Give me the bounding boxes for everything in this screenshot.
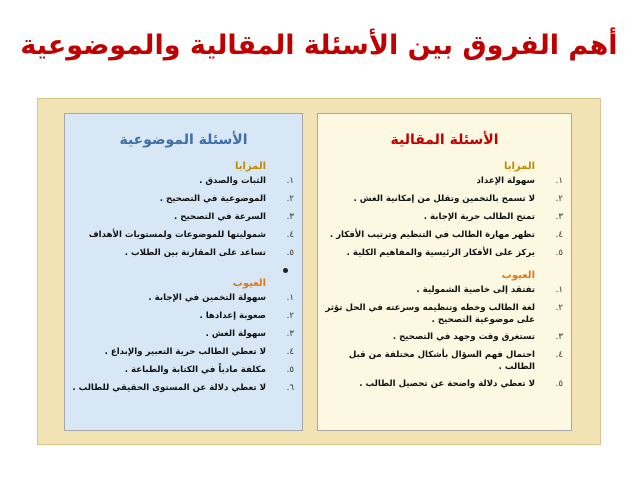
item-number: ٢. xyxy=(555,303,563,313)
objective-cons-list xyxy=(65,293,302,395)
objective-panel-title: الأسئلة الموضوعية xyxy=(119,132,248,148)
list-item xyxy=(318,176,571,188)
item-text: لا تعطي دلالة واضحة عن تحصيل الطالب . xyxy=(359,379,535,389)
objective-pros-list xyxy=(65,176,302,260)
item-text: لا تعطي الطالب حرية التعبير والإبداع . xyxy=(104,347,266,357)
list-item xyxy=(318,350,571,373)
list-item xyxy=(65,365,302,377)
essay-pros-heading: المزايا xyxy=(503,161,535,172)
objective-pros-heading: المزايا xyxy=(234,161,266,172)
item-text: سهولة الإعداد xyxy=(476,176,535,186)
item-number: ٤. xyxy=(555,350,563,360)
essay-panel-title: الأسئلة المقالية xyxy=(390,132,499,148)
list-item xyxy=(318,303,571,326)
item-text: سهولة الغش . xyxy=(205,329,266,339)
item-text: السرعة في التصحيح . xyxy=(174,212,266,222)
list-item xyxy=(65,293,302,305)
bullet-spacer xyxy=(65,266,302,276)
essay-questions-panel xyxy=(317,113,572,431)
list-item xyxy=(318,194,571,206)
item-text: تساعد على المقارنة بين الطلاب . xyxy=(124,248,266,258)
item-number: ٤. xyxy=(555,230,563,240)
item-number: ٢. xyxy=(286,311,294,321)
item-number: ٥. xyxy=(286,365,294,375)
item-text: مكلفة مادياً في الكتابة والطباعة . xyxy=(124,365,266,375)
item-text: سهولة التخمين في الإجابة . xyxy=(148,293,266,303)
item-text: لغة الطالب وخطه وتنظيمه وسرعته في الحل تؤثر على موضوعية التصحيح . xyxy=(325,303,535,325)
item-text: تظهر مهارة الطالب في التنظيم وترتيب الأفكار . xyxy=(329,230,535,240)
list-item xyxy=(318,212,571,224)
item-number: ١. xyxy=(555,285,563,295)
objective-questions-panel xyxy=(64,113,303,431)
item-number: ٢. xyxy=(286,194,294,204)
comparison-frame xyxy=(37,98,601,445)
item-number: ٣. xyxy=(555,332,563,342)
list-item xyxy=(318,248,571,260)
list-item xyxy=(65,230,302,242)
essay-pros-list xyxy=(318,176,571,260)
item-text: تفتقد إلى خاصية الشمولية . xyxy=(416,285,535,295)
objective-cons-heading: العيوب xyxy=(232,278,266,289)
item-number: ٤. xyxy=(286,230,294,240)
item-text: لا تعطي دلالة عن المستوى الحقيقي للطالب . xyxy=(72,383,266,393)
item-number: ١. xyxy=(286,293,294,303)
bullet-dot-icon xyxy=(283,268,288,273)
item-number: ٣. xyxy=(286,329,294,339)
item-text: احتمال فهم السؤال بأشكال مختلفة من قبل الطالب . xyxy=(348,350,535,372)
item-number: ٦. xyxy=(286,383,294,393)
item-number: ١. xyxy=(286,176,294,186)
list-item xyxy=(65,347,302,359)
item-number: ٥. xyxy=(555,248,563,258)
item-text: تستغرق وقت وجهد في التصحيح . xyxy=(392,332,535,342)
list-item xyxy=(318,285,571,297)
list-item xyxy=(65,212,302,224)
item-number: ٢. xyxy=(555,194,563,204)
list-item xyxy=(65,248,302,260)
item-number: ٤. xyxy=(286,347,294,357)
list-item xyxy=(318,332,571,344)
list-item xyxy=(65,194,302,206)
essay-cons-heading: العيوب xyxy=(501,270,535,281)
item-text: شموليتها للموضوعات ولمستويات الأهداف xyxy=(88,230,266,240)
list-item xyxy=(65,329,302,341)
list-item xyxy=(318,379,571,391)
item-text: يركز على الأفكار الرئيسية والمفاهيم الكلية . xyxy=(346,248,535,258)
item-text: الثبات والصدق . xyxy=(199,176,266,186)
list-item xyxy=(65,383,302,395)
item-text: الموضوعية في التصحيح . xyxy=(159,194,266,204)
item-number: ٣. xyxy=(286,212,294,222)
item-text: صعوبة إعدادها . xyxy=(199,311,266,321)
item-number: ٥. xyxy=(555,379,563,389)
list-item xyxy=(318,230,571,242)
item-text: لا تسمح بالتخمين وتقلل من إمكانية الغش . xyxy=(353,194,535,204)
essay-cons-list xyxy=(318,285,571,391)
item-number: ٣. xyxy=(555,212,563,222)
slide-title: أهم الفروق بين الأسئلة المقالية والموضوعية xyxy=(20,30,618,61)
item-number: ١. xyxy=(555,176,563,186)
item-number: ٥. xyxy=(286,248,294,258)
list-item xyxy=(65,311,302,323)
item-text: تمنح الطالب حرية الإجابة . xyxy=(423,212,535,222)
list-item xyxy=(65,176,302,188)
